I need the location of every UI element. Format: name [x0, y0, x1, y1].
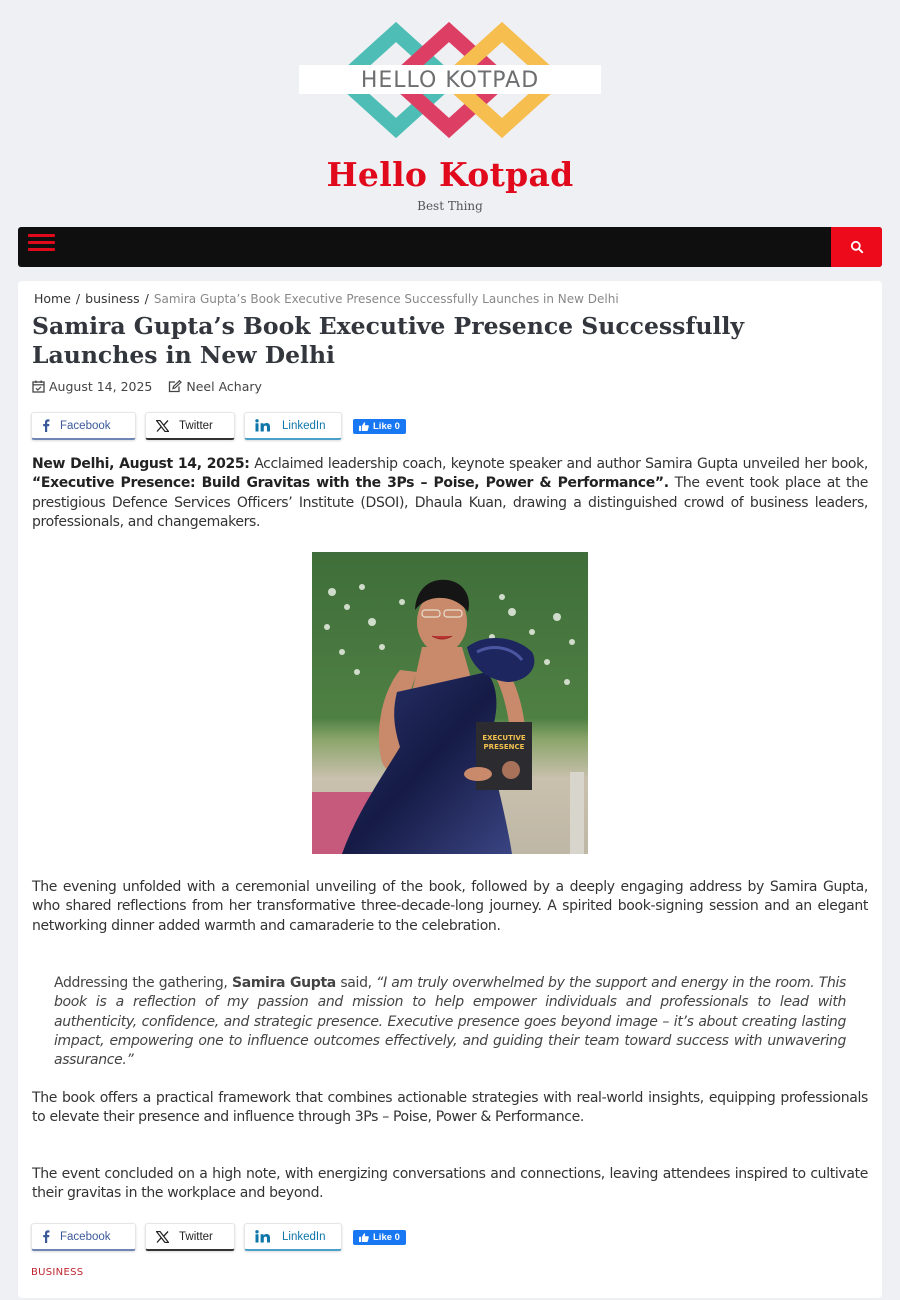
- article-title: Samira Gupta’s Book Executive Presence Successfully Launches in New Delhi: [32, 312, 745, 369]
- edit-author-icon: [168, 380, 182, 393]
- linkedin-icon: [255, 419, 272, 432]
- share-facebook-button[interactable]: Facebook: [31, 412, 136, 440]
- facebook-icon: [42, 1230, 50, 1243]
- quote-speaker: Samira Gupta: [231, 975, 336, 991]
- breadcrumb-separator: /: [144, 291, 149, 306]
- calendar-icon: [32, 380, 45, 393]
- category-tag[interactable]: BUSINESS: [31, 1267, 84, 1278]
- breadcrumb-home[interactable]: Home: [34, 291, 71, 306]
- share-linkedin-button[interactable]: LinkedIn: [244, 412, 342, 440]
- share-facebook-button[interactable]: Facebook: [31, 1223, 136, 1251]
- facebook-like-button[interactable]: Like 0: [353, 1230, 406, 1245]
- share-twitter-button[interactable]: Twitter: [145, 1223, 235, 1251]
- logo-text: HELLO KOTPAD: [360, 68, 540, 93]
- site-logo[interactable]: [299, 20, 601, 140]
- thumbs-up-icon: [359, 1233, 369, 1242]
- logo-diamonds-graphic: [299, 20, 601, 140]
- site-tagline: Best Thing: [417, 199, 483, 213]
- article-author[interactable]: Neel Achary: [186, 379, 262, 394]
- book-title: “Executive Presence: Build Gravitas with the 3Ps – Poise, Power & Performance”.: [32, 475, 669, 492]
- article-paragraph-3: The book offers a practical framework that combines actionable strategies with real-world insights, equipping professionals to elevate their presence and influence through 3Ps – Poise, Power & Performance.: [32, 1090, 868, 1126]
- linkedin-icon: [255, 1230, 272, 1243]
- x-twitter-icon: [156, 1231, 169, 1243]
- facebook-icon: [42, 419, 50, 432]
- x-twitter-icon: [156, 420, 169, 432]
- hamburger-menu-icon[interactable]: [28, 234, 55, 254]
- main-navbar: [18, 227, 882, 267]
- search-button[interactable]: [831, 227, 882, 267]
- share-buttons-bottom: [31, 1223, 406, 1251]
- svg-text:PRESENCE: PRESENCE: [483, 743, 525, 751]
- article-meta: [32, 379, 262, 394]
- site-title[interactable]: Hello Kotpad: [326, 155, 574, 194]
- share-buttons-top: [31, 412, 406, 440]
- facebook-like-button[interactable]: Like 0: [353, 419, 406, 434]
- search-icon: [850, 240, 864, 254]
- article-date[interactable]: August 14, 2025: [49, 379, 153, 394]
- breadcrumb: [34, 291, 619, 306]
- svg-text:EXECUTIVE: EXECUTIVE: [482, 734, 526, 742]
- article-intro-paragraph: New Delhi, August 14, 2025: Acclaimed leadership coach, keynote speaker and author Samira Gupta unveiled her book, “Executive Presence: Build Gravitas with the 3Ps – Poise, Power & Performance”. The event took place at the prestigious Defence Services Officers’ Institute (DSOI), Dhaula Kuan, drawing a distinguished crowd of business leaders, professionals, and changemakers.: [32, 456, 868, 530]
- dateline: New Delhi, August 14, 2025:: [32, 456, 250, 472]
- breadcrumb-business[interactable]: business: [85, 291, 140, 306]
- share-twitter-button[interactable]: Twitter: [145, 412, 235, 440]
- article-photo[interactable]: [312, 552, 588, 854]
- quote-text: “I am truly overwhelmed by the support and energy in the room. This book is a reflection of my passion and mission to help empower individuals and professionals to lead with authenticity, confidence, and strategic presence. Executive presence goes beyond image – it’s about creating lasting impact, empowering one to influence outcomes effectively, and guiding their team toward success with unwavering assurance.”: [54, 975, 846, 1069]
- breadcrumb-current: Samira Gupta’s Book Executive Presence Successfully Launches in New Delhi: [153, 292, 619, 306]
- article-paragraph-4: The event concluded on a high note, with energizing conversations and connections, leaving attendees inspired to cultivate their gravitas in the workplace and beyond.: [32, 1166, 868, 1202]
- article-card: [18, 281, 882, 1298]
- article-paragraph-2: The evening unfolded with a ceremonial unveiling of the book, followed by a deeply engaging address by Samira Gupta, who shared reflections from her transformative three-decade-long journey. A spirited book-signing session and an elegant networking dinner added warmth and camaraderie to the celebration.: [32, 879, 868, 934]
- share-linkedin-button[interactable]: LinkedIn: [244, 1223, 342, 1251]
- breadcrumb-separator: /: [75, 291, 81, 306]
- samira-gupta-photo: [312, 552, 588, 854]
- thumbs-up-icon: [359, 422, 369, 431]
- article-quote: Addressing the gathering, Samira Gupta said, “I am truly overwhelmed by the support and energy in the room. This book is a reflection of my passion and mission to help empower individuals and professionals to lead with authenticity, confidence, and strategic presence. Executive presence goes beyond image – it’s about creating lasting impact, empowering one to influence outcomes effectively, and guiding their team toward success with unwavering assurance.”: [54, 975, 846, 1069]
